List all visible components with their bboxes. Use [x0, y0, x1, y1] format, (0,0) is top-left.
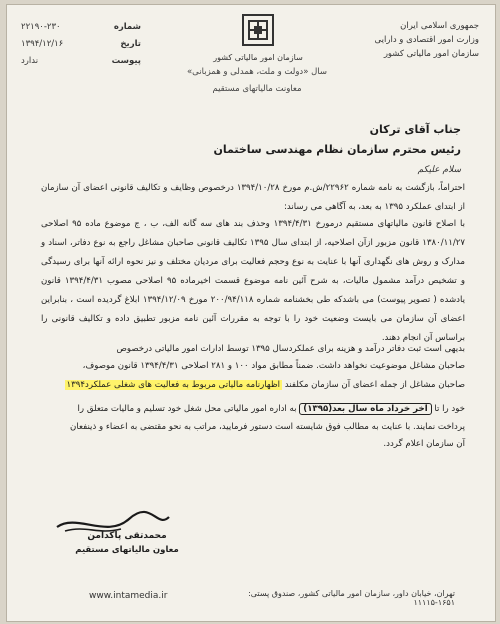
- signer-name: محمدتقی پاکدامن: [87, 531, 167, 541]
- letter-date: ۱۳۹۴/۱۲/۱۶: [21, 39, 64, 49]
- paragraph-line: [41, 376, 465, 395]
- boxed-deadline: آخر خرداد ماه سال بعد(۱۳۹۵): [299, 403, 431, 415]
- addressee-name: جناب آقای ترکان: [369, 123, 461, 136]
- number-label: شماره: [113, 22, 141, 32]
- footer-address: تهران، خیابان داور، سازمان امور مالیاتی کشور، صندوق پستی: ۱۶۵۱-۱۱۱۱۵: [248, 589, 455, 607]
- letter-page: [6, 4, 496, 622]
- attachment-value: ندارد: [21, 56, 39, 66]
- signer-title: معاون مالیاتهای مستقیم: [75, 545, 179, 555]
- attachment-label: پیوست: [111, 56, 141, 66]
- emblem-caption: سازمان امور مالیاتی کشور: [213, 53, 303, 62]
- deputy-name: معاونت مالیاتهای مستقیم: [212, 84, 302, 94]
- paragraph-line: صاحبان مشاغل موضوعیت نخواهد داشت. ضمناً مطابق مواد ۱۰۰ و ۲۸۱ اصلاحی ۱۳۹۴/۴/۳۱ قانون موصوف،: [82, 361, 465, 371]
- signature-stamp: [37, 509, 187, 579]
- paragraph-line: بدیهی است ثبت دفاتر درآمد و هزینه برای عملکردسال ۱۳۹۵ توسط ادارات امور مالیاتی درخصوص: [116, 344, 465, 354]
- ref-number: ۲۲۱۹۰-۲۳۰: [21, 22, 61, 32]
- emblem-icon: [241, 13, 275, 51]
- republic-name: جمهوری اسلامی ایران: [400, 21, 479, 31]
- paragraph-line: آن سازمان اعلام گردد.: [383, 439, 465, 449]
- text-segment: خود را تا: [434, 404, 465, 414]
- ministry-name: وزارت امور اقتصادی و دارایی: [374, 35, 479, 45]
- org-name: سازمان امور مالیاتی کشور: [383, 49, 479, 59]
- letter-meta: [21, 19, 141, 70]
- paragraph-intro: احتراماً، بازگشت به نامه شماره ۲۲۹۶۲/ش.م مورخ ۱۳۹۴/۱۰/۲۸ درخصوص وظایف و تکالیف قانونی اعضای آن سازمان از ابتدای عملکرد ۱۳۹۵ به بعد، به آگاهی می رساند:: [41, 183, 465, 212]
- footer-website: www.intamedia.ir: [89, 591, 168, 601]
- salutation: سلام علیکم: [417, 165, 461, 175]
- text-segment: صاحبان مشاغل از جمله اعضای آن سازمان مکلفند: [284, 380, 465, 390]
- year-motto: سال «دولت و ملت، همدلی و همزبانی»: [186, 67, 328, 77]
- date-label: تاریخ: [120, 39, 141, 49]
- paragraph-line: پرداخت نمایند. با عنایت به مطالب فوق شایسته است دستور فرمایید، مراتب به نحو مقتضی به اعضاء و ذینفعان: [70, 422, 465, 432]
- paragraph-line: [41, 400, 465, 419]
- paragraph-law-amendment: با اصلاح قانون مالیاتهای مستقیم درمورخ ۱۳۹۴/۴/۳۱ وحذف بند های سه گانه الف، ب ، ج موضوع ماده ۹۵ اصلاحی ۱۳۸۰/۱۱/۲۷ قانون مزبور ازآن اصلاحیه، از ابتدای سال ۱۳۹۵ تکالیف قانونی صاحبان مشاغل راجع به نوع دفاتر، اسناد و مدارک و روش های نگهداری آنها با عنایت به نوع وحجم فعالیت برای مردیان مختلف و نیز نحوه ارائه آنها برای رسیدگی و تشخیص درآمد مشمول مالیات، به شرح آئین نامه موضوع قسمت اخیرماده ۹۵ اصلاحی مصوب ۱۳۹۴/۴/۳۱ قانون یادشده ( تصویر پیوست) می باشدکه طی بخشنامه شماره ۲۰۰/۹۴/۱۱۸ مورخ ۱۳۹۴/۱۲/۰۹ ابلاغ گردیده است ، بنابراین اعضای آن سازمان می بایست وضعیت خود را با توجه به مقررات آئین نامه مزبور تطبیق داده و تکالیف قانونی را براساس آن انجام دهند.: [41, 219, 466, 343]
- highlighted-text: اظهارنامه مالیاتی مربوط به فعالیت های شغلی عملکرد۱۳۹۴: [66, 380, 281, 390]
- org-header: [329, 19, 479, 61]
- addressee-title: رئیس محترم سازمان نظام مهندسی ساختمان: [213, 143, 461, 156]
- text-segment: به اداره امور مالیاتی محل شغل خود تسلیم و مالیات متعلق را: [77, 404, 297, 414]
